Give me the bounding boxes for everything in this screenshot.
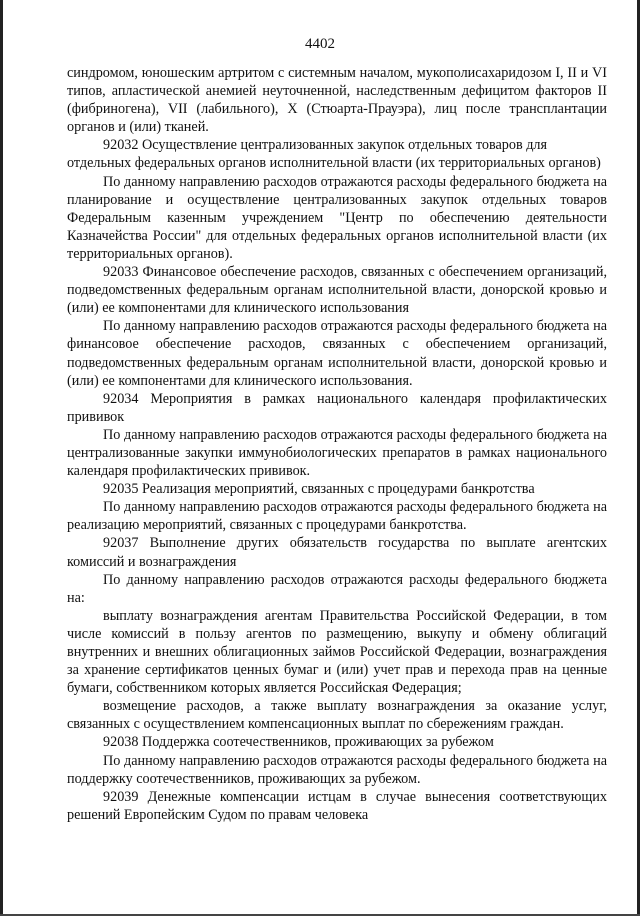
paragraph-continuation: синдромом, юношеским артритом с системным началом, мукополисахаридозом I, II и VI типов, апластической анемией неуточненной, наследственным дефицитом факторов II (фибриногена), VII (лабильного), X (Стюарта-Прауэра), лиц после трансплантации органов и (или) тканей. [67, 65, 607, 136]
section-heading-92033: 92033 Финансовое обеспечение расходов, связанных с обеспечением организаций, подведомственных федеральным органам исполнительной власти, донорской кровью и (или) ее компонентами для клинического использования [67, 264, 607, 317]
paragraph: По данному направлению расходов отражаются расходы федерального бюджета на планирование и осуществление централизованных закупок отдельных товаров Федеральным казенным учреждением "Центр по обеспечению деятельности Казначейства России" для отдельных федеральных органов исполнительной власти (их территориальных органов). [67, 173, 607, 262]
paragraph: По данному направлению расходов отражаются расходы федерального бюджета на финансовое обеспечение расходов, связанных с обеспечением организаций, подведомственных федеральным органам исполнительной власти, донорской кровью и (или) ее компонентами для клинического использования. [67, 318, 607, 389]
paragraph: По данному направлению расходов отражаются расходы федерального бюджета на: [67, 571, 607, 606]
paragraph: По данному направлению расходов отражаются расходы федерального бюджета на реализацию мероприятий, связанных с процедурами банкротства. [67, 499, 607, 534]
section-heading-92037: 92037 Выполнение других обязательств государства по выплате агентских комиссий и вознаграждения [67, 535, 607, 570]
section-heading-92035: 92035 Реализация мероприятий, связанных с процедурами банкротства [103, 481, 535, 498]
section-heading-92038: 92038 Поддержка соотечественников, проживающих за рубежом [103, 734, 494, 751]
section-heading-92032: 92032 Осуществление централизованных закупок отдельных товаров для отдельных федеральных органов исполнительной власти (их территориальных органов) [67, 137, 601, 172]
list-item-paragraph: возмещение расходов, а также выплату вознаграждения за оказание услуг, связанных с осуществлением компенсационных выплат по сбережениям граждан. [67, 698, 607, 733]
page-number: 4402 [305, 36, 335, 52]
paragraph: По данному направлению расходов отражаются расходы федерального бюджета на поддержку соотечественников, проживающих за рубежом. [67, 752, 607, 787]
scan-left-edge [0, 0, 3, 916]
list-item-paragraph: выплату вознаграждения агентам Правительства Российской Федерации, в том числе комиссий в пользу агентов по размещению, выкупу и обмену облигаций внутренних и внешних облигационных займов Российской Федерации, вознаграждения за хранение сертификатов ценных бумаг и (или) учет прав и перехода прав на ценные бумаги, собственником которых является Российская Федерация; [67, 607, 607, 697]
section-heading-92034: 92034 Мероприятия в рамках национального календаря профилактических прививок [67, 390, 607, 425]
paragraph: По данному направлению расходов отражаются расходы федерального бюджета на централизованные закупки иммунобиологических препаратов в рамках национального календаря профилактических прививок. [67, 426, 607, 480]
document-body [67, 64, 607, 824]
section-heading-92039: 92039 Денежные компенсации истцам в случае вынесения соответствующих решений Европейским Судом по правам человека [67, 788, 607, 823]
